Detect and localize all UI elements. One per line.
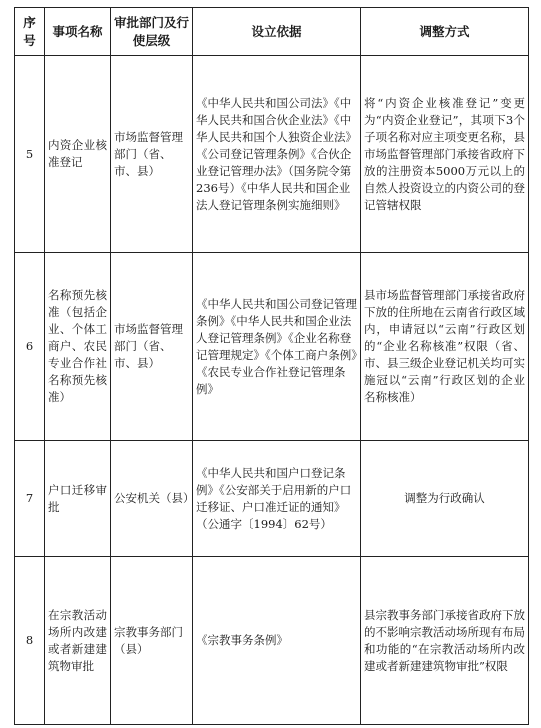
- row-no: 6: [15, 253, 45, 441]
- row-basis: 《中华人民共和国户口登记条例》《公安部关于启用新的户口迁移证、户口准迁证的通知》（公通字〔1994〕62号）: [193, 441, 361, 557]
- row-adjust: 县市场监督管理部门承接省政府下放的住所地在云南省行政区域内，申请冠以“云南”行政区划的“企业名称核准”权限（省、市、县三级企业登记机关均可实施冠以“云南”行政区划的企业名称核准）: [361, 253, 529, 441]
- approval-adjustment-table: [14, 7, 529, 725]
- row-adjust: 县宗教事务部门承接省政府下放的不影响宗教活动场所现有布局和功能的“在宗教活动场所内改建或者新建建筑物审批”权限: [361, 557, 529, 725]
- row-basis: 《中华人民共和国公司登记管理条例》《中华人民共和国企业法人登记管理条例》《企业名称登记管理规定》《个体工商户条例》《农民专业合作社登记管理条例》: [193, 253, 361, 441]
- row-basis: 《中华人民共和国公司法》《中华人民共和国合伙企业法》《中华人民共和国个人独资企业法》《公司登记管理条例》《合伙企业登记管理办法》（国务院令第236号）《中华人民共和国企业法人登记管理条例实施细则》: [193, 56, 361, 253]
- row-no: 8: [15, 557, 45, 725]
- header-dept: 审批部门及行使层级: [111, 8, 193, 56]
- row-dept: 公安机关（县）: [111, 441, 193, 557]
- row-name: 户口迁移审批: [45, 441, 111, 557]
- row-dept: 市场监督管理部门（省、市、县）: [111, 56, 193, 253]
- header-adjust: 调整方式: [361, 8, 529, 56]
- row-adjust: 将“内资企业核准登记”变更为“内资企业登记”，其项下3个子项名称对应主项变更名称，县市场监督管理部门承接省政府下放的注册资本5000万元以上的自然人投资设立的内资公司的登记管辖权限: [361, 56, 529, 253]
- row-adjust: 调整为行政确认: [361, 441, 529, 557]
- row-dept: 宗教事务部门（县）: [111, 557, 193, 725]
- row-basis: 《宗教事务条例》: [193, 557, 361, 725]
- header-no: 序号: [15, 8, 45, 56]
- row-dept: 市场监督管理部门（省、市、县）: [111, 253, 193, 441]
- row-name: 内资企业核准登记: [45, 56, 111, 253]
- row-name: 名称预先核准（包括企业、个体工商户、农民专业合作社名称预先核准）: [45, 253, 111, 441]
- row-name: 在宗教活动场所内改建或者新建建筑物审批: [45, 557, 111, 725]
- table-row: [15, 557, 529, 725]
- header-row: [15, 8, 529, 56]
- table-row: [15, 56, 529, 253]
- table-row: [15, 441, 529, 557]
- header-basis: 设立依据: [193, 8, 361, 56]
- row-no: 7: [15, 441, 45, 557]
- row-no: 5: [15, 56, 45, 253]
- table-row: [15, 253, 529, 441]
- header-name: 事项名称: [45, 8, 111, 56]
